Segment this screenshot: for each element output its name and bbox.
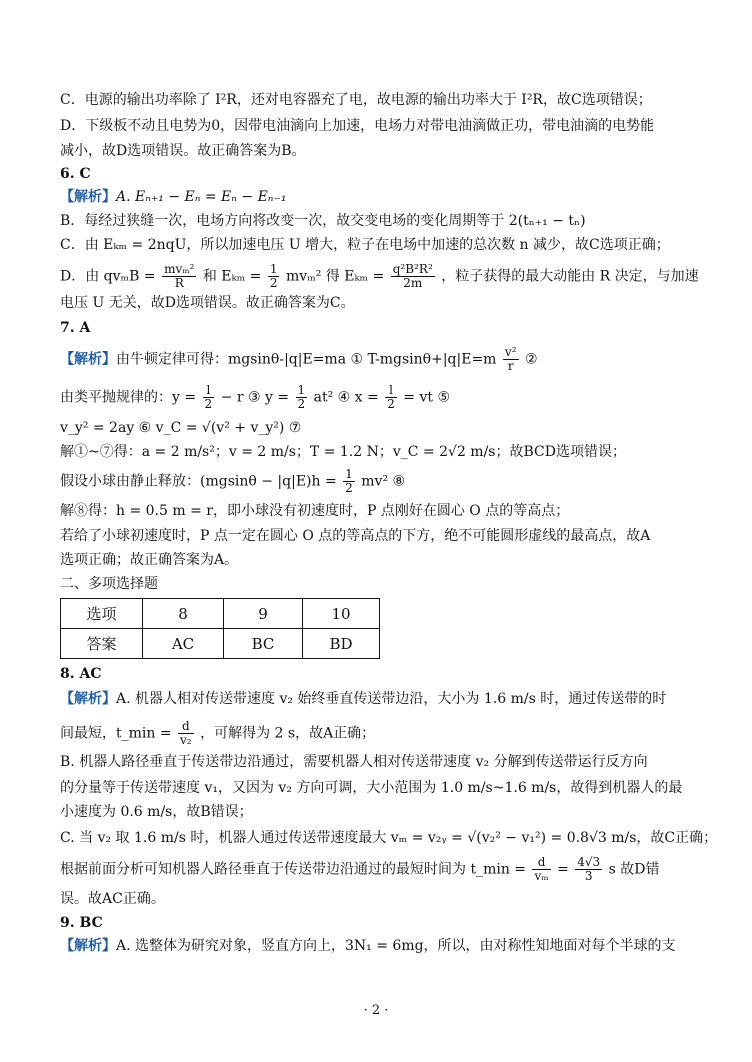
formula-line — [60, 468, 405, 495]
text-line: 误。故AC正确。 — [60, 891, 165, 907]
text-span: A. 机器人相对传送带速度 v₂ 始终垂直传送带边沿，大小为 1.6 m/s 时，通过传送带的时 — [116, 691, 667, 707]
text-span: mvₘ² 得 Eₖₘ = — [285, 268, 385, 285]
text-span: A. Eₙ₊₁ − Eₙ = Eₙ − Eₙ₋₁ — [116, 189, 287, 205]
fraction: $\frac{1}{2}$ — [345, 467, 353, 495]
fraction: $\frac{1}{2}$ — [297, 383, 306, 411]
text-span: = — [557, 861, 569, 878]
fraction: $\frac{l}{2}$ — [204, 383, 213, 411]
fraction: $\frac{4√3}{3}$ — [577, 855, 601, 883]
section-heading: 二、多项选择题 — [60, 576, 158, 592]
analysis-tag: 【解析】 — [60, 189, 116, 205]
formula-line — [60, 384, 450, 411]
fraction: $\frac{l}{2}$ — [387, 383, 395, 411]
analysis-line — [60, 346, 538, 373]
text-span: ，可解得为 2 s，故A正确； — [200, 725, 376, 742]
text-line: B. 机器人路径垂直于传送带边沿通过，需要机器人相对传送带速度 v₂ 分解到传送带运行反方向 — [60, 754, 648, 770]
text-line: B．每经过狭缝一次，电场方向将改变一次，故交变电场的变化周期等于 2(tₙ₊₁ − tₙ) — [60, 213, 586, 229]
analysis-line — [60, 187, 286, 207]
text-line: 选项正确；故正确答案为A。 — [60, 552, 239, 568]
text-span: 间最短，t_min = — [60, 725, 172, 742]
table-row — [61, 599, 380, 629]
question-heading: 7. A — [60, 320, 91, 336]
fraction: $\frac{1}{2}$ — [269, 262, 278, 290]
text-span: ，粒子获得的最大动能由 R 决定，与加速 — [441, 268, 699, 285]
answer-table — [60, 598, 380, 659]
text-span: = vt ⑤ — [403, 389, 450, 406]
table-cell: BD — [303, 629, 380, 659]
text-span: A. 选整体为研究对象，竖直方向上，3N₁ = 6mg，所以，由对称性知地面对每个半球的支 — [116, 938, 676, 954]
table-cell: BC — [224, 629, 303, 659]
table-cell: 10 — [303, 599, 380, 629]
text-span: 根据前面分析可知机器人路径垂直于传送带边沿通过的最短时间为 t_min = — [60, 861, 527, 878]
table-row — [61, 629, 380, 659]
formula-line — [60, 720, 375, 747]
table-cell: 9 — [224, 599, 303, 629]
page-number: · 2 · — [363, 1003, 389, 1018]
text-span: s 故D错 — [608, 861, 660, 878]
formula-line — [60, 856, 660, 883]
table-cell: 选项 — [61, 599, 143, 629]
analysis-line — [60, 936, 676, 956]
text-line: 解①~⑦得：a = 2 m/s²；v = 2 m/s；T = 1.2 N；v_C = 2√2 m/s；故BCD选项错误； — [60, 444, 626, 460]
text-line: 小速度为 0.6 m/s，故B错误； — [60, 804, 253, 820]
text-span: D．由 qvₘB = — [60, 268, 156, 285]
fraction: $\frac{\text{v²}}{r}$ — [504, 345, 517, 373]
text-line: C．由 Eₖₘ = 2nqU，所以加速电压 U 增大，粒子在电场中加速的总次数 n 减少，故C选项正确； — [60, 237, 670, 253]
analysis-tag: 【解析】 — [60, 351, 116, 368]
text-line: 的分量等于传送带速度 v₁，又因为 v₂ 方向可调，大小范围为 1.0 m/s~1.6 m/s，故得到机器人的最 — [60, 780, 683, 796]
text-span: mv² ⑧ — [361, 473, 406, 490]
text-span: at² ④ x = — [313, 389, 379, 406]
fraction: $\frac{d}{\text{v₂}}$ — [180, 719, 192, 747]
text-span: − r ③ y = — [220, 389, 290, 406]
text-line: D．下级板不动且电势为0，因带电油滴向上加速，电场力对带电油滴做正功，带电油滴的电势能 — [60, 118, 655, 134]
text-line: 若给了小球初速度时，P 点一定在圆心 O 点的等高点的下方，绝不可能圆形虚线的最高点，故A — [60, 528, 651, 544]
analysis-tag: 【解析】 — [60, 691, 116, 707]
question-heading: 9. BC — [60, 915, 103, 931]
fraction: $\frac{\text{mvₘ²}}{R}$ — [164, 262, 195, 290]
question-heading: 8. AC — [60, 666, 102, 682]
text-line: 解⑧得：h = 0.5 m = r，即小球没有初速度时，P 点刚好在圆心 O 点的等高点； — [60, 503, 570, 519]
text-line: C. 当 v₂ 取 1.6 m/s 时，机器人通过传送带速度最大 vₘ = v₂ᵧ = √(v₂² − v₁²) = 0.8√3 m/s，故C正确； — [60, 830, 718, 846]
text-span: 由牛顿定律可得：mgsinθ-|q|E=ma ① T-mgsinθ+|q|E=m — [116, 351, 497, 368]
analysis-line — [60, 689, 666, 709]
text-span: ② — [524, 351, 538, 368]
table-cell: 8 — [143, 599, 224, 629]
text-line: 电压 U 无关，故D选项错误。故正确答案为C。 — [60, 295, 355, 311]
table-cell: 答案 — [61, 629, 143, 659]
text-line: C．电源的输出功率除了 I²R，还对电容器充了电，故电源的输出功率大于 I²R，故C选项错误； — [60, 92, 652, 108]
fraction: $\frac{\text{q²B²R²}}{2m}$ — [392, 262, 433, 290]
question-heading: 6. C — [60, 166, 91, 182]
text-span: 由类平抛规律的：y = — [60, 389, 197, 406]
text-line: v_y² = 2ay ⑥ v_C = √(v² + v_y²) ⑦ — [60, 420, 302, 436]
text-line: 减小，故D选项错误。故正确答案为B。 — [60, 143, 306, 159]
text-span: 和 Eₖₘ = — [202, 268, 262, 285]
table-cell: AC — [143, 629, 224, 659]
formula-line — [60, 263, 699, 290]
analysis-tag: 【解析】 — [60, 938, 116, 954]
fraction: $\frac{d}{\text{vₘ}}$ — [534, 855, 549, 883]
text-span: 假设小球由静止释放：(mgsinθ − |q|E)h = — [60, 473, 337, 490]
